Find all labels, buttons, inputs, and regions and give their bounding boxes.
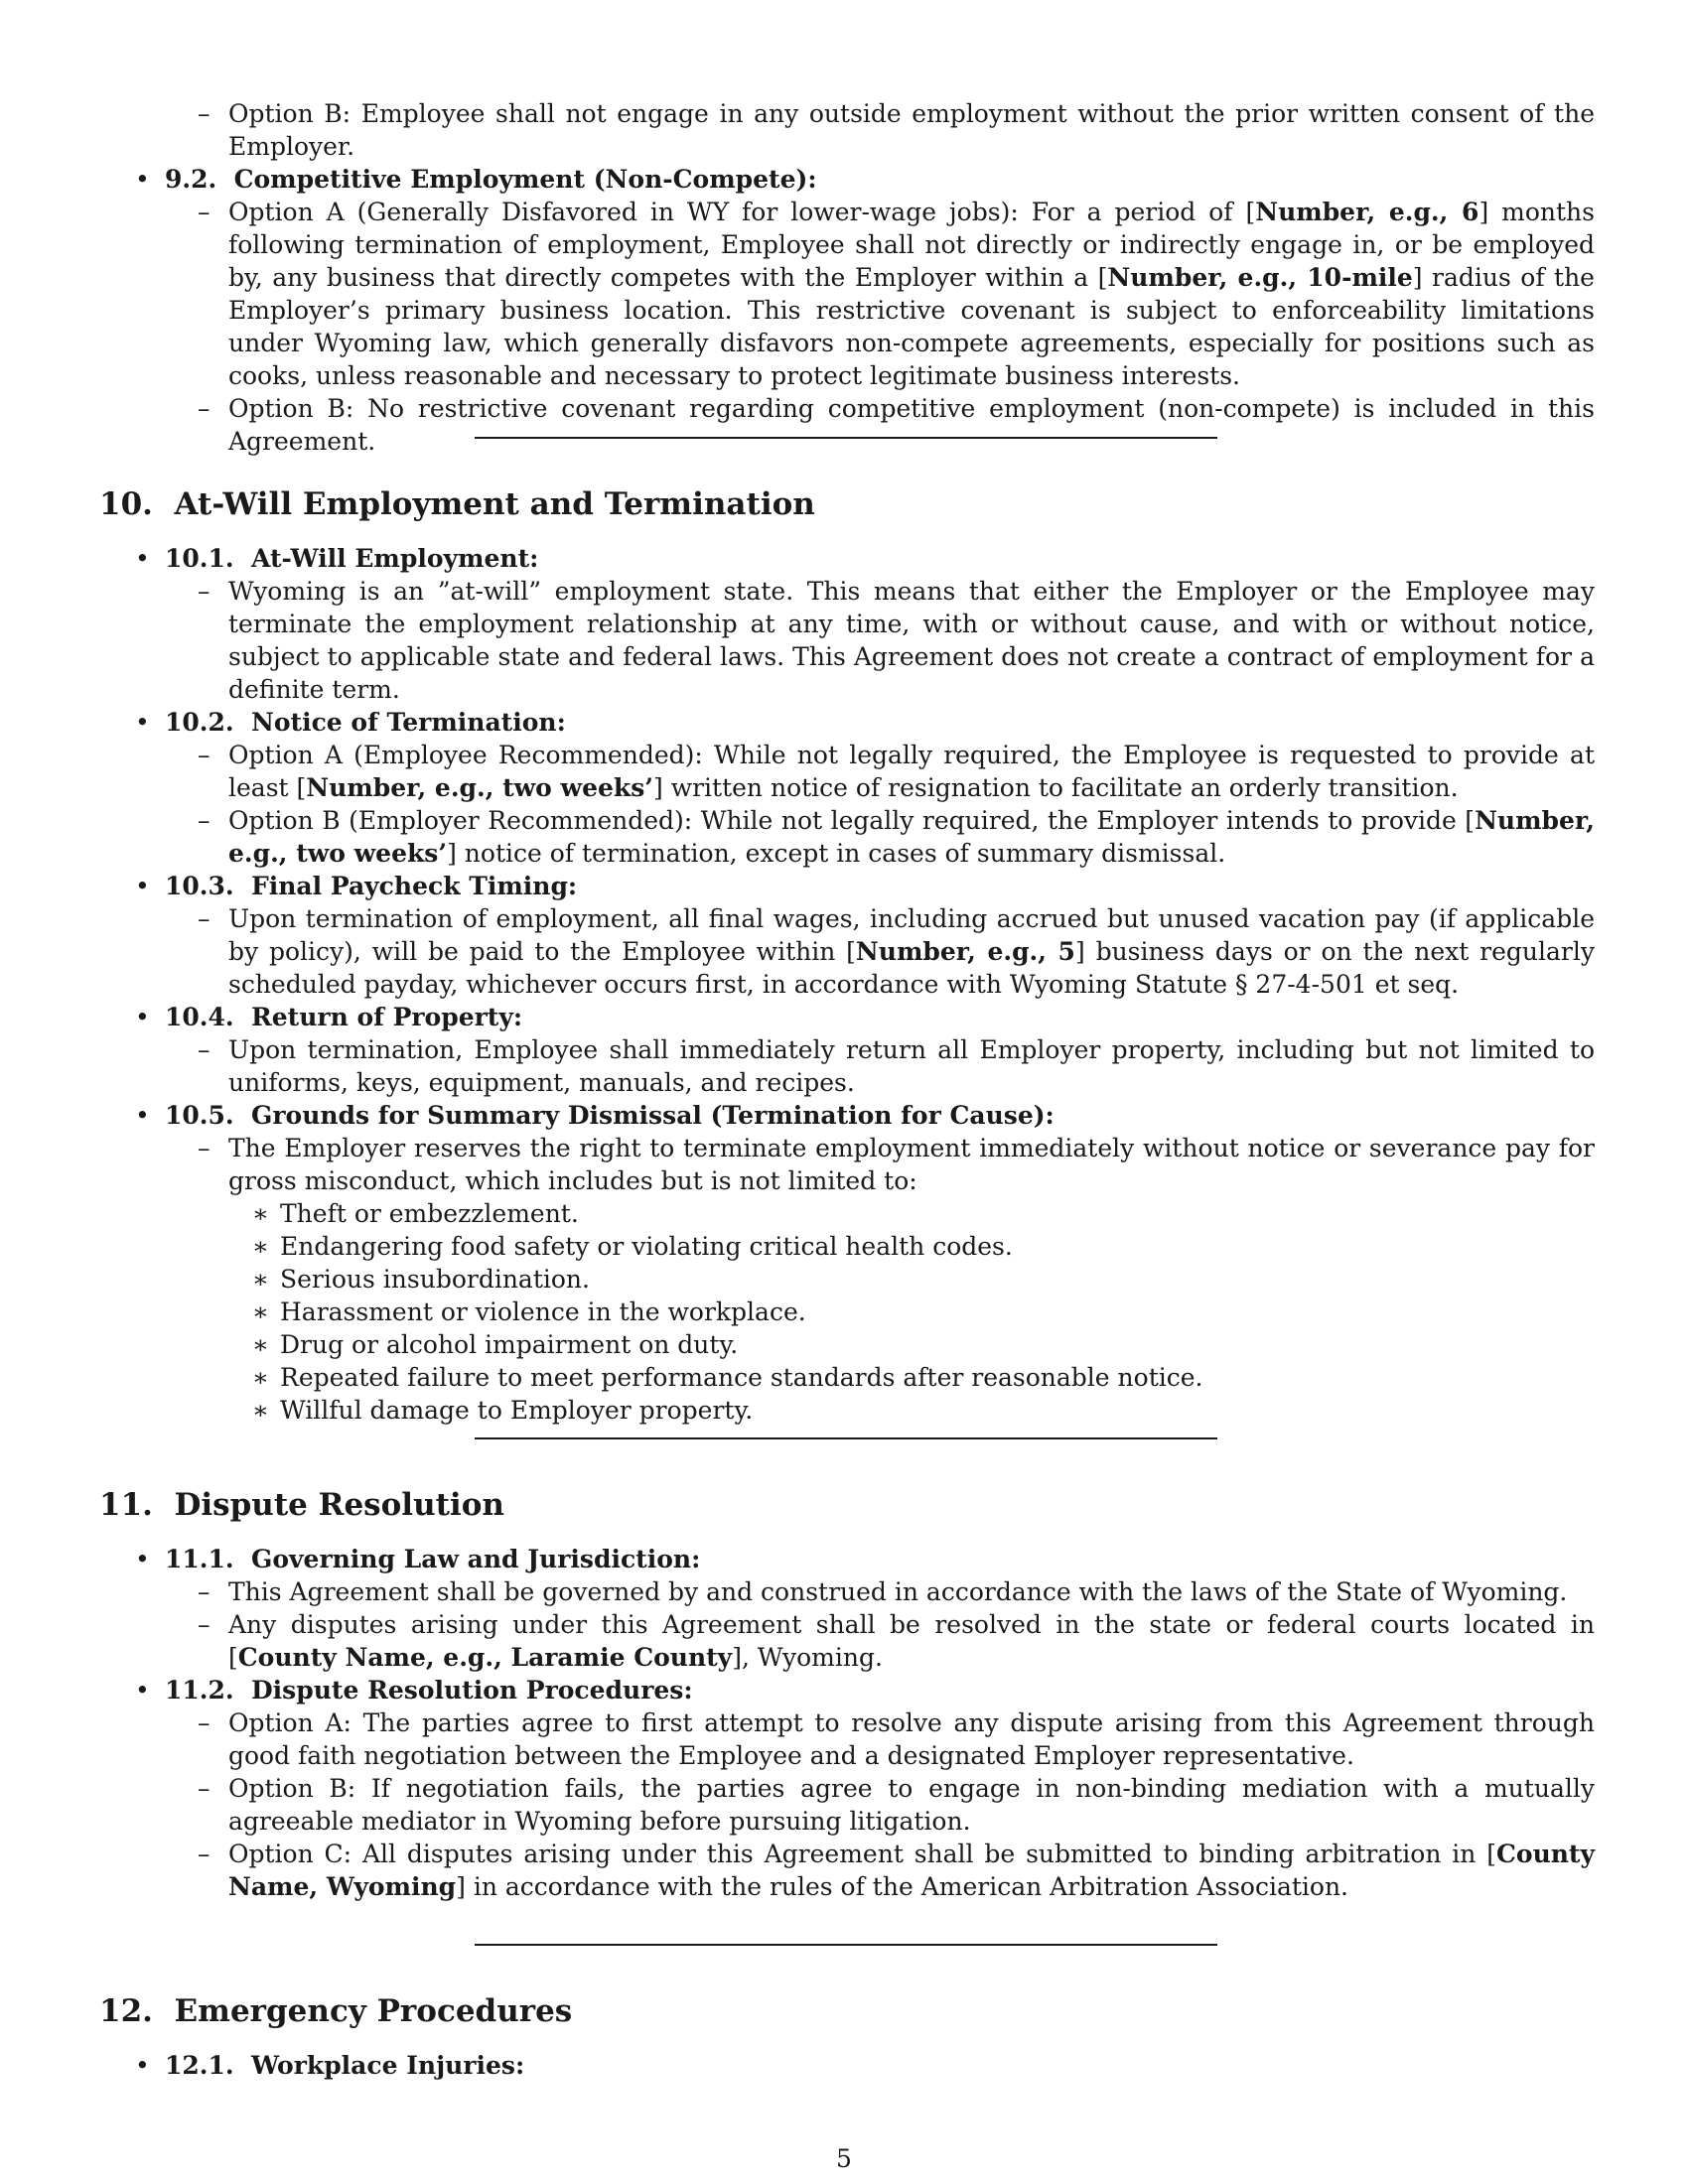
list-item [99,1230,1595,1263]
list-item [99,1132,1595,1197]
list-item [99,575,1595,706]
asterisk-marker: ∗ [252,1297,269,1326]
list-item [99,1838,1595,1903]
subsection-title: 10.1. At-Will Employment: [165,544,539,573]
section-11 [99,1485,1595,1903]
list-item [99,163,1595,196]
bullet-marker: • [135,1545,150,1573]
subsection-title: 12.1. Workplace Injuries: [165,2051,525,2080]
dash-marker: – [198,577,211,606]
bullet-marker: • [135,165,150,194]
list-item [99,1263,1595,1296]
item-text: Repeated failure to meet performance standards after reasonable notice. [280,1363,1203,1392]
item-text: Upon termination, Employee shall immediately return all Employer property, including but not limited to uniforms, keys, equipment, manuals, and recipes. [228,1035,1595,1097]
asterisk-marker: ∗ [252,1265,269,1294]
list-item [99,1328,1595,1361]
item-text: Option A (Employee Recommended): While not legally required, the Employee is requested to provide at least [Number, e.g., two weeks’] written notice of resignation to facilitate an orderly transition. [228,741,1595,802]
subsection-title: 11.2. Dispute Resolution Procedures: [165,1676,693,1705]
dash-marker: – [198,1134,211,1162]
item-text: Theft or embezzlement. [280,1199,579,1228]
item-text: The Employer reserves the right to terminate employment immediately without notice or severance pay for gross misconduct, which includes but is not limited to: [228,1134,1595,1195]
item-text: Option A: The parties agree to first attempt to resolve any dispute arising from this Agreement through good faith negotiation between the Employee and a designated Employer representative. [228,1708,1595,1770]
dash-marker: – [198,99,211,128]
list-item [99,542,1595,575]
item-text: Option B: Employee shall not engage in any outside employment without the prior written consent of the Employer. [228,99,1595,161]
item-text: Option C: All disputes arising under this Agreement shall be submitted to binding arbitration in [County Name, Wyoming] in accordance with the rules of the American Arbitration Association. [228,1840,1595,1901]
item-text: Upon termination of employment, all final wages, including accrued but unused vacation pay (if applicable by policy), will be paid to the Employee within [Number, e.g., 5] business days or on the next regularly scheduled payday, whichever occurs first, in accordance with Wyoming Statute § 27-4-501 et seq. [228,904,1595,999]
subsection-title: 9.2. Competitive Employment (Non-Compete): [165,165,817,194]
list-item [99,1543,1595,1575]
dash-marker: – [198,904,211,933]
list-item [99,706,1595,739]
dash-marker: – [198,1774,211,1803]
item-text: Any disputes arising under this Agreement shall be resolved in the state or federal courts located in [County Name, e.g., Laramie County], Wyoming. [228,1610,1595,1672]
list-item [99,1001,1595,1033]
list-item [99,392,1595,458]
list-item [99,1674,1595,1706]
subsection-title: 11.1. Governing Law and Jurisdiction: [165,1545,701,1573]
dash-marker: – [198,1708,211,1737]
asterisk-marker: ∗ [252,1330,269,1359]
item-text: Willful damage to Employer property. [280,1396,754,1425]
asterisk-marker: ∗ [252,1232,269,1261]
bullet-marker: • [135,708,150,737]
item-text: Option B: No restrictive covenant regarding competitive employment (non-compete) is included in this Agreement. [228,394,1595,456]
subsection-title: 10.3. Final Paycheck Timing: [165,872,578,900]
bullet-marker: • [135,544,150,573]
list-item [99,1361,1595,1394]
bullet-marker: • [135,1101,150,1130]
bullet-marker: • [135,2051,150,2080]
item-text: Endangering food safety or violating critical health codes. [280,1232,1013,1261]
section-divider [475,1944,1217,1946]
list-item [99,804,1595,870]
list-item [99,1394,1595,1427]
dash-marker: – [198,394,211,423]
dash-marker: – [198,198,211,226]
bullet-marker: • [135,1003,150,1031]
section-divider [475,437,1217,439]
section-heading: 12. Emergency Procedures [99,1993,573,2029]
asterisk-marker: ∗ [252,1199,269,1228]
section-heading: 11. Dispute Resolution [99,1487,504,1523]
dash-marker: – [198,1035,211,1064]
bullet-marker: • [135,872,150,900]
asterisk-marker: ∗ [252,1396,269,1425]
list-item [99,902,1595,1001]
list-item [99,870,1595,902]
document-page [99,97,1595,458]
list-item [99,1296,1595,1328]
list-item [99,2049,1595,2082]
subsection-title: 10.2. Notice of Termination: [165,708,566,737]
section-10 [99,484,1595,1427]
subsection-title: 10.4. Return of Property: [165,1003,523,1031]
item-text: Option A (Generally Disfavored in WY for lower-wage jobs): For a period of [Number, e.g., 6] months following termination of employment, Employee shall not directly or indirectly engage in, or be employed by, any business that directly competes with the Employer within a [Number, e.g., 10-mile] radius of the Employer’s primary business location. This restrictive covenant is subject to enforceability limitations under Wyoming law, which generally disfavors non-compete agreements, especially for positions such as cooks, unless reasonable and necessary to protect legitimate business interests. [228,198,1595,390]
dash-marker: – [198,1840,211,1868]
item-text: Harassment or violence in the workplace. [280,1297,806,1326]
subsection-title: 10.5. Grounds for Summary Dismissal (Termination for Cause): [165,1101,1055,1130]
dash-marker: – [198,741,211,769]
list-item [99,1772,1595,1838]
list-item [99,1099,1595,1132]
page-number: 5 [836,2144,852,2173]
item-text: This Agreement shall be governed by and construed in accordance with the laws of the State of Wyoming. [228,1577,1568,1606]
list-item [99,739,1595,804]
section-divider [475,1437,1217,1439]
list-item [99,1575,1595,1608]
list-item [99,1033,1595,1099]
item-text: Drug or alcohol impairment on duty. [280,1330,739,1359]
dash-marker: – [198,1577,211,1606]
bullet-marker: • [135,1676,150,1705]
item-text: Option B: If negotiation fails, the parties agree to engage in non-binding mediation with a mutually agreeable mediator in Wyoming before pursuing litigation. [228,1774,1595,1836]
item-text: Wyoming is an ”at-will” employment state. This means that either the Employer or the Employee may terminate the employment relationship at any time, with or without cause, and with or without notice, subject to applicable state and federal laws. This Agreement does not create a contract of employment for a definite term. [228,577,1595,704]
section-heading: 10. At-Will Employment and Termination [99,486,815,522]
list-item [99,1197,1595,1230]
list-item [99,97,1595,163]
item-text: Serious insubordination. [280,1265,590,1294]
section-12 [99,1991,1595,2082]
asterisk-marker: ∗ [252,1363,269,1392]
dash-marker: – [198,806,211,835]
item-text: Option B (Employer Recommended): While not legally required, the Employer intends to provide [Number, e.g., two weeks’] notice of termination, except in cases of summary dismissal. [228,806,1595,868]
list-item [99,196,1595,392]
list-item [99,1608,1595,1674]
dash-marker: – [198,1610,211,1639]
list-item [99,1706,1595,1772]
